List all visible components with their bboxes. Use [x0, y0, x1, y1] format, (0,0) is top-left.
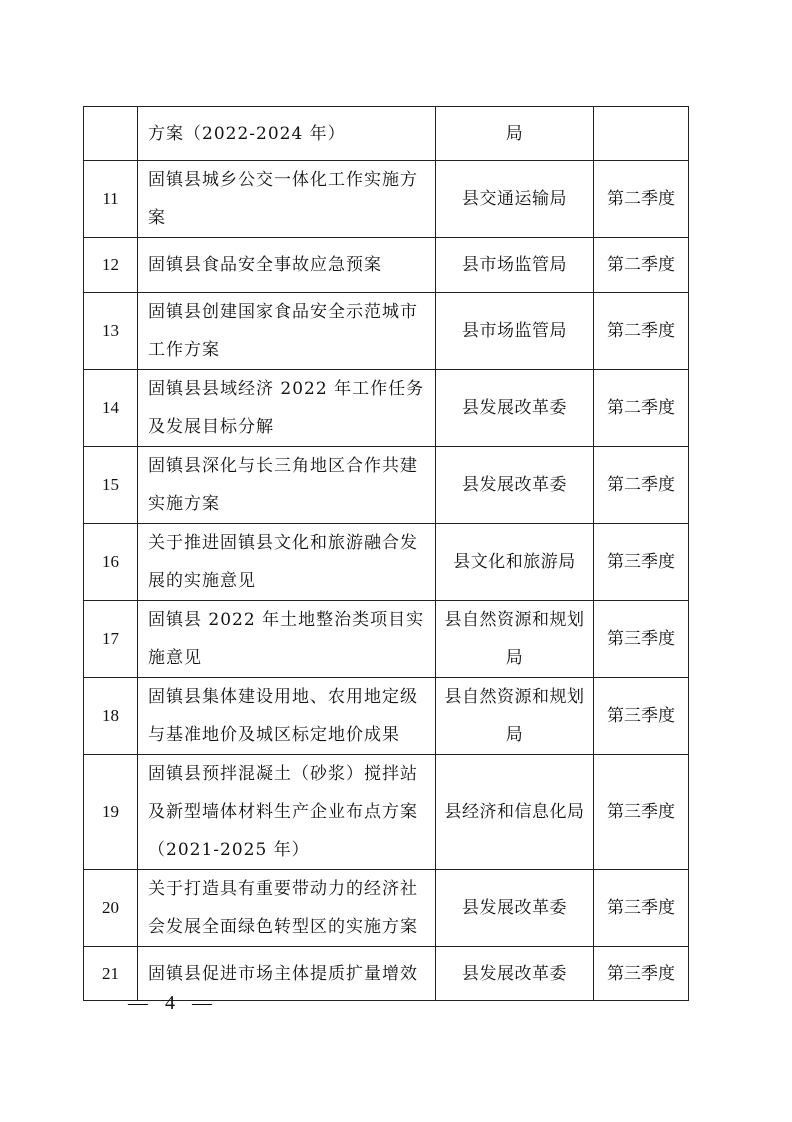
document-title: 关于打造具有重要带动力的经济社会发展全面绿色转型区的实施方案 — [138, 870, 436, 947]
responsible-department: 局 — [436, 107, 594, 161]
responsible-department: 县发展改革委 — [436, 870, 594, 947]
table-row — [84, 370, 689, 447]
responsible-department: 县发展改革委 — [436, 447, 594, 524]
page-number: — 4 — — [128, 992, 218, 1014]
document-title: 固镇县促进市场主体提质扩量增效 — [138, 947, 436, 1001]
row-number: 20 — [84, 870, 138, 947]
completion-time: 第二季度 — [594, 293, 689, 370]
responsible-department: 县文化和旅游局 — [436, 524, 594, 601]
responsible-department: 县市场监管局 — [436, 238, 594, 293]
plan-table-body — [84, 107, 689, 1001]
table-row — [84, 293, 689, 370]
completion-time: 第三季度 — [594, 870, 689, 947]
responsible-department: 县自然资源和规划局 — [436, 601, 594, 678]
row-number: 16 — [84, 524, 138, 601]
table-row — [84, 524, 689, 601]
row-number: 13 — [84, 293, 138, 370]
document-title: 固镇县县域经济 2022 年工作任务及发展目标分解 — [138, 370, 436, 447]
responsible-department: 县发展改革委 — [436, 370, 594, 447]
document-title: 固镇县集体建设用地、农用地定级与基准地价及城区标定地价成果 — [138, 678, 436, 755]
completion-time: 第二季度 — [594, 161, 689, 238]
responsible-department: 县市场监管局 — [436, 293, 594, 370]
completion-time: 第三季度 — [594, 755, 689, 870]
completion-time: 第三季度 — [594, 947, 689, 1001]
completion-time: 第二季度 — [594, 370, 689, 447]
completion-time — [594, 107, 689, 161]
table-row — [84, 601, 689, 678]
responsible-department: 县交通运输局 — [436, 161, 594, 238]
completion-time: 第二季度 — [594, 238, 689, 293]
row-number: 18 — [84, 678, 138, 755]
completion-time: 第三季度 — [594, 601, 689, 678]
row-number: 11 — [84, 161, 138, 238]
completion-time: 第三季度 — [594, 524, 689, 601]
table-row — [84, 161, 689, 238]
document-title: 固镇县 2022 年土地整治类项目实施意见 — [138, 601, 436, 678]
document-title: 固镇县预拌混凝土（砂浆）搅拌站及新型墙体材料生产企业布点方案（2021-2025 年） — [138, 755, 436, 870]
table-row — [84, 447, 689, 524]
table-row — [84, 678, 689, 755]
completion-time: 第二季度 — [594, 447, 689, 524]
document-title: 关于推进固镇县文化和旅游融合发展的实施意见 — [138, 524, 436, 601]
row-number: 21 — [84, 947, 138, 1001]
responsible-department: 县经济和信息化局 — [436, 755, 594, 870]
table-row — [84, 238, 689, 293]
row-number: 14 — [84, 370, 138, 447]
row-number: 12 — [84, 238, 138, 293]
completion-time: 第三季度 — [594, 678, 689, 755]
row-number: 15 — [84, 447, 138, 524]
document-title: 固镇县食品安全事故应急预案 — [138, 238, 436, 293]
plan-table — [83, 106, 689, 1001]
table-row — [84, 107, 689, 161]
table-row — [84, 755, 689, 870]
responsible-department: 县自然资源和规划局 — [436, 678, 594, 755]
row-number — [84, 107, 138, 161]
document-title: 固镇县城乡公交一体化工作实施方案 — [138, 161, 436, 238]
row-number: 19 — [84, 755, 138, 870]
document-title: 固镇县深化与长三角地区合作共建实施方案 — [138, 447, 436, 524]
table-row — [84, 870, 689, 947]
document-title: 方案（2022-2024 年） — [138, 107, 436, 161]
row-number: 17 — [84, 601, 138, 678]
document-title: 固镇县创建国家食品安全示范城市工作方案 — [138, 293, 436, 370]
responsible-department: 县发展改革委 — [436, 947, 594, 1001]
